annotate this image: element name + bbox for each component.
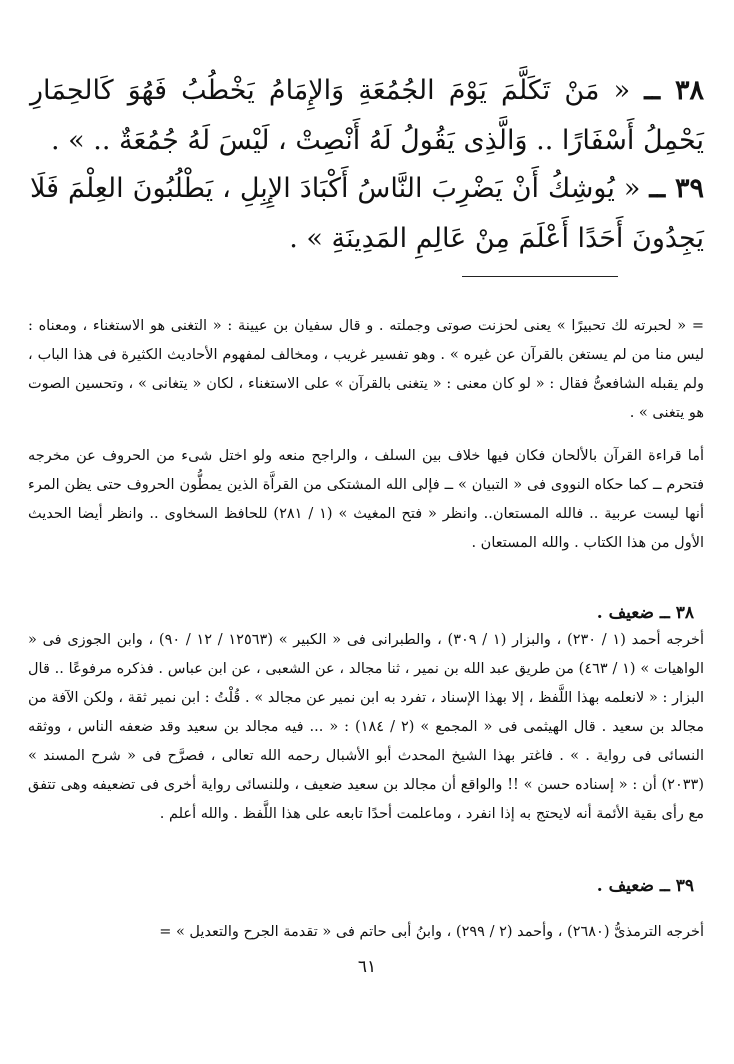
takhrij-38 xyxy=(28,626,704,829)
footnote-qiraah xyxy=(28,442,704,558)
hadith-38-text: « مَنْ تَكَلَّمَ يَوْمَ الجُمُعَةِ وَالإِمَامُ يَخْطُبُ فَهُوَ كَالحِمَارِ يَحْمِلُ أَسْفَارًا .. وَالَّذِى يَقُولُ لَهُ أَنْصِتْ ، لَيْسَ لَهُ جُمُعَةٌ .. » . xyxy=(30,75,704,156)
footnote-separator xyxy=(462,276,618,277)
hadith-38 xyxy=(30,66,704,166)
takhrij-39 xyxy=(28,918,704,947)
hadith-38-number: ٣٨ ــ xyxy=(644,75,704,106)
hadith-39 xyxy=(30,164,704,264)
footnote-continuation-text: = « لحبرته لك تحبيرًا » يعنى لحزنت صوتى وجملته . و قال سفيان بن عيينة : « التغنى هو الاستغناء ، ومعناه : ليس منا من لم يستغن بالقرآن عن غيره » . وهو تفسير غريب ، ومخالف لمفهوم الأحاديث الكثيرة فى هذا الباب ، ولم يقبله الشافعىُّ فقال : « لو كان معنى : « يتغنى بالقرآن » على الاستغناء ، لكان « يتغانى » ، وتحسين الصوت هو يتغنى » . xyxy=(28,318,704,421)
footnote-qiraah-text: أما قراءة القرآن بالألحان فكان فيها خلاف بين السلف ، والراجح منعه ولو اختل شىء من الحروف عن مخرجه فتحرم ــ كما حكاه النووى فى « التبيان » ــ فإلى الله المشتكى من القراَّة الذين يمطُّون الحروف حتى يظن المرء أنها ليست عربية .. فالله المستعان.. وانظر « فتح المغيث » (١ / ٢٨١) للحافظ السخاوى .. وانظر أيضا الحديث الأول من هذا الكتاب . والله المستعان . xyxy=(28,448,704,551)
hadith-39-text: « يُوشِكُ أَنْ يَضْرِبَ النَّاسُ أَكْبَادَ الإِبِلِ ، يَطْلُبُونَ العِلْمَ فَلَا يَجِدُونَ أَحَدًا أَعْلَمَ مِنْ عَالِمِ المَدِينَةِ » . xyxy=(30,173,704,254)
takhrij-38-heading: ٣٨ ــ ضعيف . xyxy=(596,603,694,623)
page-number: ٦١ xyxy=(357,957,377,977)
footnote-continuation xyxy=(28,312,704,428)
takhrij-38-text: أخرجه أحمد (١ / ٢٣٠) ، والبزار (١ / ٣٠٩) ، والطبرانى فى « الكبير » (١٢٥٦٣ / ١٢ / ٩٠) ، وابن الجوزى فى « الواهيات » (١ / ٤٦٣) من طريق عبد الله بن نمير ، ثنا مجالد ، عن الشعبى ، عن ابن عباس . فذكره مرفوعًا .. قال البزار : « لانعلمه بهذا اللَّفظ ، إلا بهذا الإسناد ، تفرد به ابن نمير عن مجالد » . قُلْتُ : ابن نمير ثقة ، ولكن الآفة من مجالد بن سعيد . قال الهيثمى فى « المجمع » (٢ / ١٨٤) : « ... فيه مجالد بن سعيد وقد ضعفه الناس ، ووثقه النسائى فى رواية . » . فاغتر بهذا الشيخ المحدث أبو الأشبال رحمه الله تعالى ، فصرَّح فى « شرح المسند » (٢٠٣٣) أن : « إسناده حسن » !! والواقع أن مجالد بن سعيد ضعيف ، وللنسائى رواية أخرى فى تضعيفه وهى تتفق مع رأى بقية الأئمة أنه لايحتج به إذا انفرد ، وماعلمت أحدًا تابعه على هذا اللَّفظ . والله أعلم . xyxy=(28,632,705,822)
hadith-39-number: ٣٩ ــ xyxy=(649,173,704,204)
takhrij-39-text: أخرجه الترمذىُّ (٢٦٨٠) ، وأحمد (٢ / ٢٩٩) ، وابنُ أبى حاتم فى « تقدمة الجرح والتعديل » = xyxy=(159,924,704,940)
takhrij-39-heading: ٣٩ ــ ضعيف . xyxy=(596,876,694,896)
